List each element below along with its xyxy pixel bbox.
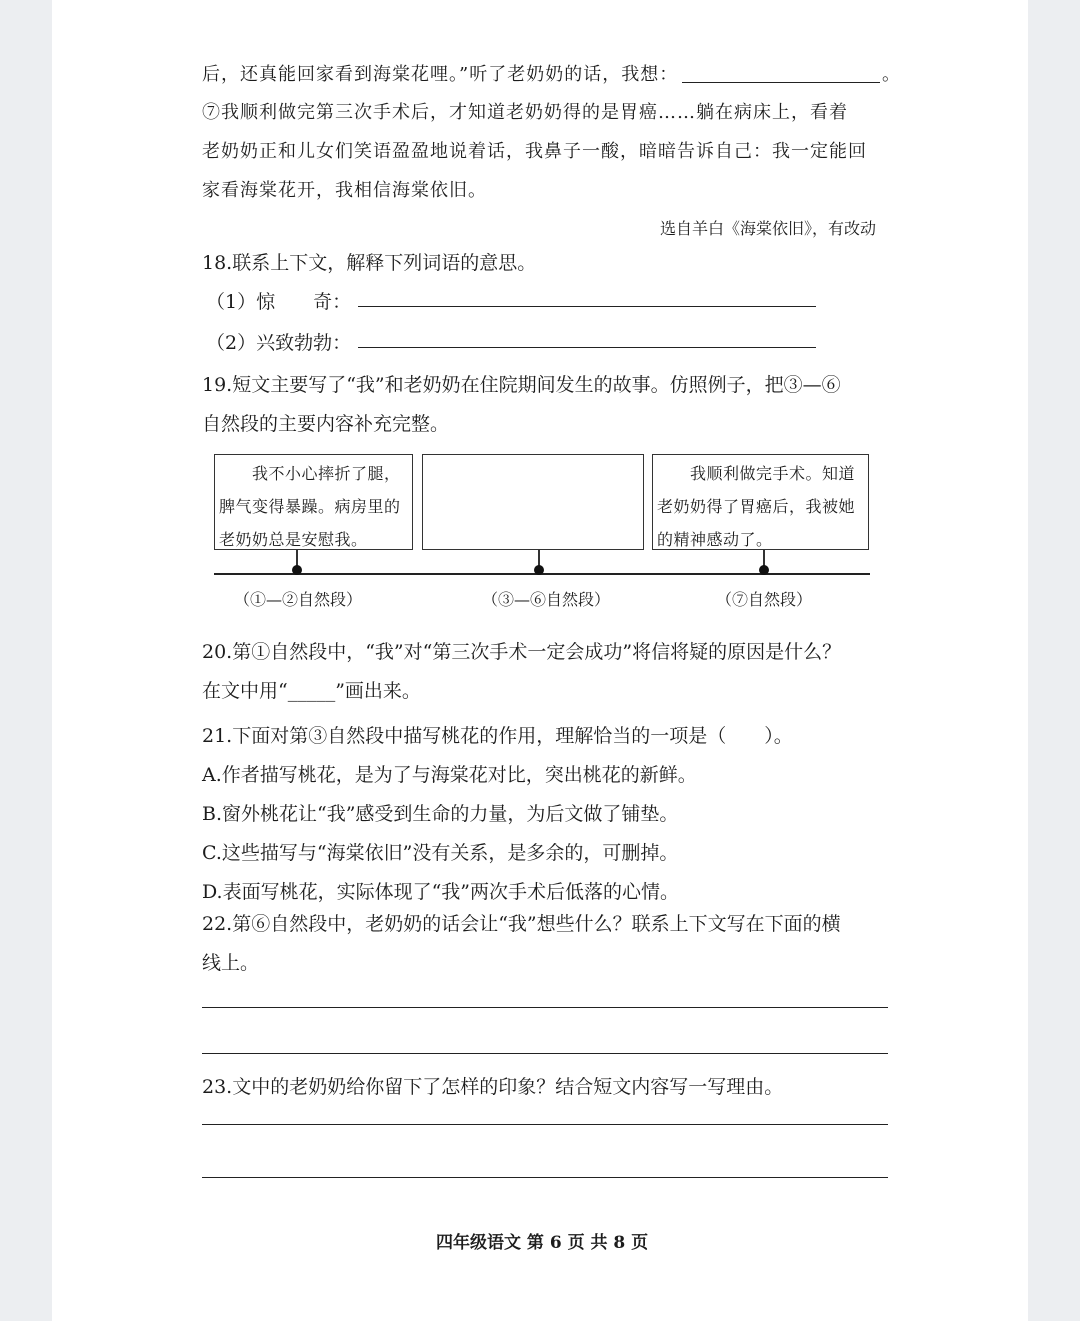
q19-segment-label-1: （①—②自然段） [234, 590, 363, 609]
q20-stem-line-2: 在文中用“_____”画出来。 [202, 680, 421, 702]
q23-stem: 23.文中的老奶奶给你留下了怎样的印象？结合短文内容写一写理由。 [202, 1076, 784, 1098]
q19-box-1 [214, 454, 413, 550]
q18-answer-line-1[interactable] [358, 306, 816, 307]
q21-option-d[interactable]: D.表面写桃花，实际体现了“我”两次手术后低落的心情。 [202, 881, 680, 903]
q21-option-c[interactable]: C.这些描写与“海棠依旧”没有关系，是多余的，可删掉。 [202, 842, 679, 864]
page-footer: 四年级语文 第 6 页 共 8 页 [436, 1233, 649, 1253]
q18-item-2-label: （2）兴致勃勃： [206, 332, 352, 354]
q18-item-1-label: （1）惊 奇： [206, 291, 352, 313]
passage-source: 选自羊白《海棠依旧》，有改动 [660, 219, 877, 238]
q22-stem-line-1: 22.第⑥自然段中，老奶奶的话会让“我”想些什么？联系上下文写在下面的横 [202, 913, 841, 935]
passage-line-1-end: 。 [882, 64, 901, 85]
q19-segment-label-2: （③—⑥自然段） [482, 590, 611, 609]
passage-line-3: 老奶奶正和儿女们笑语盈盈地说着话，我鼻子一酸，暗暗告诉自己：我一定能回 [202, 141, 867, 162]
q22-answer-line-2[interactable] [202, 1053, 888, 1054]
q18-answer-line-2[interactable] [358, 347, 816, 348]
q19-box-3-text: 我顺利做完手术。知道老奶奶得了胃癌后，我被她的精神感动了。 [657, 464, 856, 549]
q23-answer-line-1[interactable] [202, 1124, 888, 1125]
q20-stem-line-1: 20.第①自然段中，“我”对“第三次手术一定会成功”将信将疑的原因是什么？ [202, 641, 842, 663]
passage-line-1: 后，还真能回家看到海棠花哩。”听了老奶奶的话，我想： [202, 64, 679, 85]
q19-timeline-dot-3 [759, 565, 769, 575]
q23-answer-line-2[interactable] [202, 1177, 888, 1178]
q21-stem: 21.下面对第③自然段中描写桃花的作用，理解恰当的一项是（ ）。 [202, 725, 793, 747]
q21-option-a[interactable]: A.作者描写桃花，是为了与海棠花对比，突出桃花的新鲜。 [202, 764, 697, 786]
passage-line-4: 家看海棠花开，我相信海棠依旧。 [202, 180, 487, 201]
q19-box-3 [652, 454, 869, 550]
q22-answer-line-1[interactable] [202, 1007, 888, 1008]
q19-stem-line-2: 自然段的主要内容补充完整。 [202, 413, 450, 435]
q19-timeline-dot-2 [534, 565, 544, 575]
q19-box-1-text: 我不小心摔折了腿，脾气变得暴躁。病房里的老奶奶总是安慰我。 [219, 464, 401, 549]
q19-stem-line-1: 19.短文主要写了“我”和老奶奶在住院期间发生的故事。仿照例子，把③—⑥ [202, 374, 841, 396]
q19-box-2-blank[interactable] [422, 454, 644, 550]
q19-segment-label-3: （⑦自然段） [716, 590, 813, 609]
q19-box-2-text [423, 455, 643, 457]
answer-blank-passage[interactable] [682, 82, 880, 83]
exam-page [52, 0, 1028, 1321]
q18-stem: 18.联系上下文，解释下列词语的意思。 [202, 252, 537, 274]
q21-option-b[interactable]: B.窗外桃花让“我”感受到生命的力量，为后文做了铺垫。 [202, 803, 679, 825]
q22-stem-line-2: 线上。 [202, 952, 260, 974]
passage-line-2: ⑦我顺利做完第三次手术后，才知道老奶奶得的是胃癌……躺在病床上，看着 [202, 102, 848, 123]
q19-timeline-dot-1 [292, 565, 302, 575]
